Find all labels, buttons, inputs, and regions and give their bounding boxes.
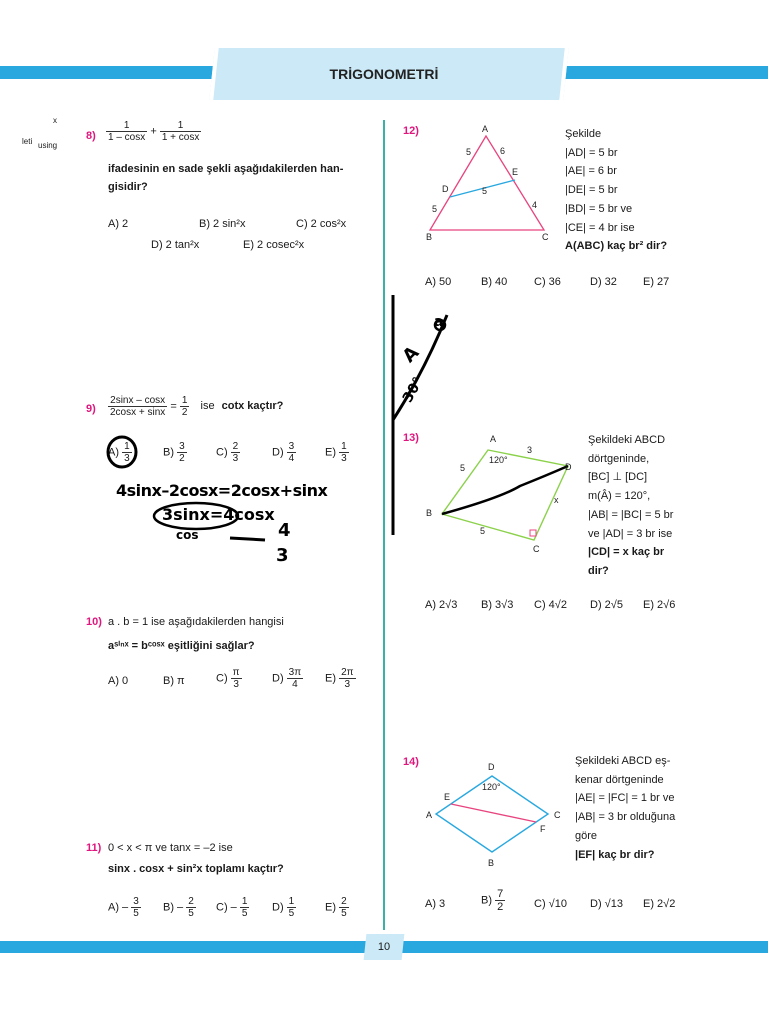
q12-fig-s1: 5 xyxy=(466,147,472,157)
hw-frac-den: 3 xyxy=(276,545,289,566)
q12-fig-s5: 4 xyxy=(532,200,538,210)
q13-fig-D: D xyxy=(565,462,572,472)
q12-option-b[interactable]: B) 40 xyxy=(481,276,508,288)
q11-number: 11) xyxy=(86,842,102,854)
margin-note-x: x xyxy=(53,116,57,125)
q9-lhs-den: 2cosx + sinx xyxy=(110,407,166,418)
q10-d-den: 4 xyxy=(292,679,298,690)
q14-fig-C: C xyxy=(554,810,561,820)
q13-fig-ang: 120° xyxy=(489,455,508,465)
q8-f2-den: 1 + cosx xyxy=(161,132,200,143)
q13-fig-B: B xyxy=(426,508,433,518)
q11-option-d[interactable] xyxy=(272,896,296,919)
q9-e-den: 3 xyxy=(341,453,347,464)
q14-fig-A: A xyxy=(426,810,433,820)
hw-line-1: 4sinx–2cosx=2cosx+sinx xyxy=(116,481,328,500)
q8-text-1: ifadesinin en sade şekli aşağıdakilerden han- xyxy=(108,163,344,175)
q10-option-b[interactable]: B) π xyxy=(163,675,185,687)
q14-number: 14) xyxy=(403,756,419,768)
hw-fig-a: A xyxy=(398,342,424,367)
q13-fig-s3: 5 xyxy=(480,526,486,536)
page-title: TRİGONOMETRİ xyxy=(329,66,439,82)
q12-option-d[interactable]: D) 32 xyxy=(590,276,617,288)
q14-given xyxy=(575,752,685,864)
q9-b-den: 2 xyxy=(179,453,185,464)
q9-rhs-den: 2 xyxy=(181,407,188,418)
q10-e-num: 2π xyxy=(341,667,354,678)
q13-fig-C: C xyxy=(533,544,540,554)
q9-rhs-num: 1 xyxy=(181,395,188,406)
q13-fig-A: A xyxy=(490,434,497,444)
q14-fig-F: F xyxy=(540,824,546,834)
q14-fig-B: B xyxy=(488,858,495,868)
q14-fig-D: D xyxy=(488,762,495,772)
q14-option-b[interactable] xyxy=(481,888,505,913)
q12-number: 12) xyxy=(403,125,419,137)
q10-d-label: D) xyxy=(272,672,284,685)
q9-ise: ise xyxy=(200,400,215,413)
q12-line-4: |BD| = 5 br ve xyxy=(565,202,633,215)
q13-quadrilateral-figure xyxy=(420,428,580,558)
q14-line-1: kenar dörtgeninde xyxy=(575,773,664,786)
q11-b-den: 5 xyxy=(188,908,194,919)
q9-a-num: 1 xyxy=(124,441,130,452)
q10-option-d[interactable] xyxy=(272,667,303,690)
q12-fig-s4: 5 xyxy=(432,204,438,214)
q14-option-c[interactable]: C) √10 xyxy=(534,898,567,910)
q11-b-label: B) – xyxy=(163,901,184,914)
q14-option-d[interactable]: D) √13 xyxy=(590,898,623,910)
q14-b-num: 7 xyxy=(497,888,504,900)
q14-line-2: |AE| = |FC| = 1 br ve xyxy=(575,792,675,805)
q10-option-a[interactable]: A) 0 xyxy=(108,675,129,687)
hw-line-2: 3sinx=4cosx xyxy=(162,505,275,524)
q12-line-2: |AE| = 6 br xyxy=(565,165,617,178)
q12-ask: A(ABC) kaç br² dir? xyxy=(565,240,668,253)
q9-number: 9) xyxy=(86,403,96,415)
q8-expression xyxy=(106,120,201,143)
q12-option-c[interactable]: C) 36 xyxy=(534,276,561,288)
q10-e-label: E) xyxy=(325,672,336,685)
q11-text-2: sinx . cosx + sin²x toplamı kaçtır? xyxy=(108,863,284,875)
q8-f1-den: 1 – cosx xyxy=(108,132,146,143)
q14-rhombus-figure xyxy=(420,756,570,871)
q10-c-den: 3 xyxy=(233,679,239,690)
q9-d-label: D) xyxy=(272,446,284,459)
q11-option-e[interactable] xyxy=(325,896,349,919)
q13-option-c[interactable]: C) 4√2 xyxy=(534,599,567,611)
q8-option-d[interactable]: D) 2 tan²x xyxy=(151,239,200,251)
q13-ask-1: |CD| = x kaç br xyxy=(588,546,665,559)
q9-expression xyxy=(108,395,283,418)
q13-option-d[interactable]: D) 2√5 xyxy=(590,599,623,611)
q9-ask: cotx kaçtır? xyxy=(221,400,284,413)
q10-d-num: 3π xyxy=(288,667,302,678)
q9-b-label: B) xyxy=(163,446,174,459)
q11-e-label: E) xyxy=(325,901,336,914)
q8-option-e[interactable]: E) 2 cosec²x xyxy=(243,239,305,251)
q11-d-den: 5 xyxy=(288,908,295,919)
q13-option-b[interactable]: B) 3√3 xyxy=(481,599,514,611)
q9-equals: = xyxy=(170,400,177,413)
q10-number: 10) xyxy=(86,616,102,628)
q12-line-3: |DE| = 5 br xyxy=(565,184,618,197)
q13-ask-2: dir? xyxy=(588,564,609,577)
q11-c-label: C) – xyxy=(216,901,237,914)
q13-option-e[interactable]: E) 2√6 xyxy=(643,599,676,611)
q14-line-3: |AB| = 3 br olduğuna xyxy=(575,811,676,824)
q11-d-label: D) xyxy=(272,901,284,914)
margin-note-using: using xyxy=(38,141,58,150)
q9-e-num: 1 xyxy=(341,441,347,452)
q12-fig-D: D xyxy=(442,184,449,194)
q13-line-1: dörtgeninde, xyxy=(588,452,650,465)
q8-plus: + xyxy=(150,125,157,138)
q12-line-1: |AD| = 5 br xyxy=(565,146,618,159)
q11-e-num: 2 xyxy=(341,896,347,907)
q10-text-1: a . b = 1 ise aşağıdakilerden hangisi xyxy=(108,616,284,628)
q12-line-0: Şekilde xyxy=(565,128,602,140)
q11-a-den: 5 xyxy=(133,908,139,919)
q12-fig-s3: 5 xyxy=(482,186,488,196)
q14-option-e[interactable]: E) 2√2 xyxy=(643,898,676,910)
q13-fig-s1: 3 xyxy=(527,445,533,455)
q13-line-2: [BC] ⊥ [DC] xyxy=(588,471,648,484)
q13-number: 13) xyxy=(403,432,419,444)
q13-line-0: Şekildeki ABCD xyxy=(588,434,666,446)
q14-line-4: göre xyxy=(575,829,598,842)
q13-line-3: m(Â) = 120°, xyxy=(588,490,651,503)
page-number: 10 xyxy=(377,941,391,953)
q8-option-b[interactable]: B) 2 sin²x xyxy=(199,218,246,230)
q8-option-a[interactable]: A) 2 xyxy=(108,218,129,230)
q13-option-a[interactable]: A) 2√3 xyxy=(425,599,458,611)
hw-fig-b: a xyxy=(434,314,444,330)
q11-option-c[interactable] xyxy=(216,896,249,919)
hw-line-3: cos xyxy=(176,528,199,542)
q10-c-num: π xyxy=(232,667,240,678)
q8-number: 8) xyxy=(86,130,96,142)
q10-option-c[interactable] xyxy=(216,667,242,690)
q14-fig-ang: 120° xyxy=(482,782,501,792)
q9-d-num: 3 xyxy=(288,441,295,452)
q11-e-den: 5 xyxy=(341,908,347,919)
q9-lhs-num: 2sinx – cosx xyxy=(108,395,167,407)
q11-c-den: 5 xyxy=(241,908,248,919)
q9-b-num: 3 xyxy=(179,441,185,452)
q8-f2-num: 1 xyxy=(160,120,202,132)
q11-a-label: A) – xyxy=(108,901,129,914)
q10-option-e[interactable] xyxy=(325,667,356,690)
margin-note-leti: leti xyxy=(22,137,33,146)
q10-text-2: aˢⁱⁿˣ = bᶜᵒˢˣ eşitliğini sağlar? xyxy=(108,640,255,652)
q9-a-label: A) xyxy=(108,446,119,459)
q12-line-5: |CE| = 4 br ise xyxy=(565,221,635,234)
q11-d-num: 1 xyxy=(288,896,295,907)
q12-fig-s2: 6 xyxy=(500,146,506,156)
q14-option-a[interactable]: A) 3 xyxy=(425,898,446,910)
q12-fig-E: E xyxy=(512,167,519,177)
q9-a-den: 3 xyxy=(124,453,130,464)
q13-fig-x: x xyxy=(554,495,559,505)
q11-option-b[interactable] xyxy=(163,896,196,919)
q9-c-num: 2 xyxy=(232,441,239,452)
q14-b-label: B) xyxy=(481,894,492,907)
q8-f1-num: 1 xyxy=(106,120,147,132)
q12-triangle-figure xyxy=(420,120,560,245)
q14-fig-E: E xyxy=(444,792,451,802)
q12-option-a[interactable]: A) 50 xyxy=(425,276,452,288)
q12-fig-C: C xyxy=(542,232,549,242)
q12-fig-A: A xyxy=(482,124,489,134)
q13-line-4: |AB| = |BC| = 5 br xyxy=(588,508,674,521)
q8-option-c[interactable]: C) 2 cos²x xyxy=(296,218,347,230)
q14-b-den: 2 xyxy=(497,901,504,913)
q8-text-2: gisidir? xyxy=(108,181,148,193)
q11-option-a[interactable] xyxy=(108,896,141,919)
q9-c-den: 3 xyxy=(232,453,239,464)
q14-line-0: Şekildeki ABCD eş- xyxy=(575,755,671,767)
q10-c-label: C) xyxy=(216,672,228,685)
handwriting-marks xyxy=(100,430,340,570)
q12-given xyxy=(565,125,667,256)
q9-e-label: E) xyxy=(325,446,336,459)
q11-text-1: 0 < x < π ve tanx = –2 ise xyxy=(108,842,233,854)
answer-circle xyxy=(108,437,136,467)
q13-fig-s2: 5 xyxy=(460,463,466,473)
q14-ask: |EF| kaç br dir? xyxy=(575,848,655,861)
q10-e-den: 3 xyxy=(344,679,351,690)
q9-d-den: 4 xyxy=(288,453,295,464)
hw-frac-num: 4 xyxy=(278,520,291,541)
q11-c-num: 1 xyxy=(241,896,248,907)
q13-given xyxy=(588,431,684,581)
q11-b-num: 2 xyxy=(188,896,194,907)
q11-a-num: 3 xyxy=(133,896,139,907)
hw-fig-c: 30° xyxy=(399,374,427,406)
q9-c-label: C) xyxy=(216,446,228,459)
q12-option-e[interactable]: E) 27 xyxy=(643,276,670,288)
q13-line-5: ve |AD| = 3 br ise xyxy=(588,527,673,540)
q12-fig-B: B xyxy=(426,232,433,242)
